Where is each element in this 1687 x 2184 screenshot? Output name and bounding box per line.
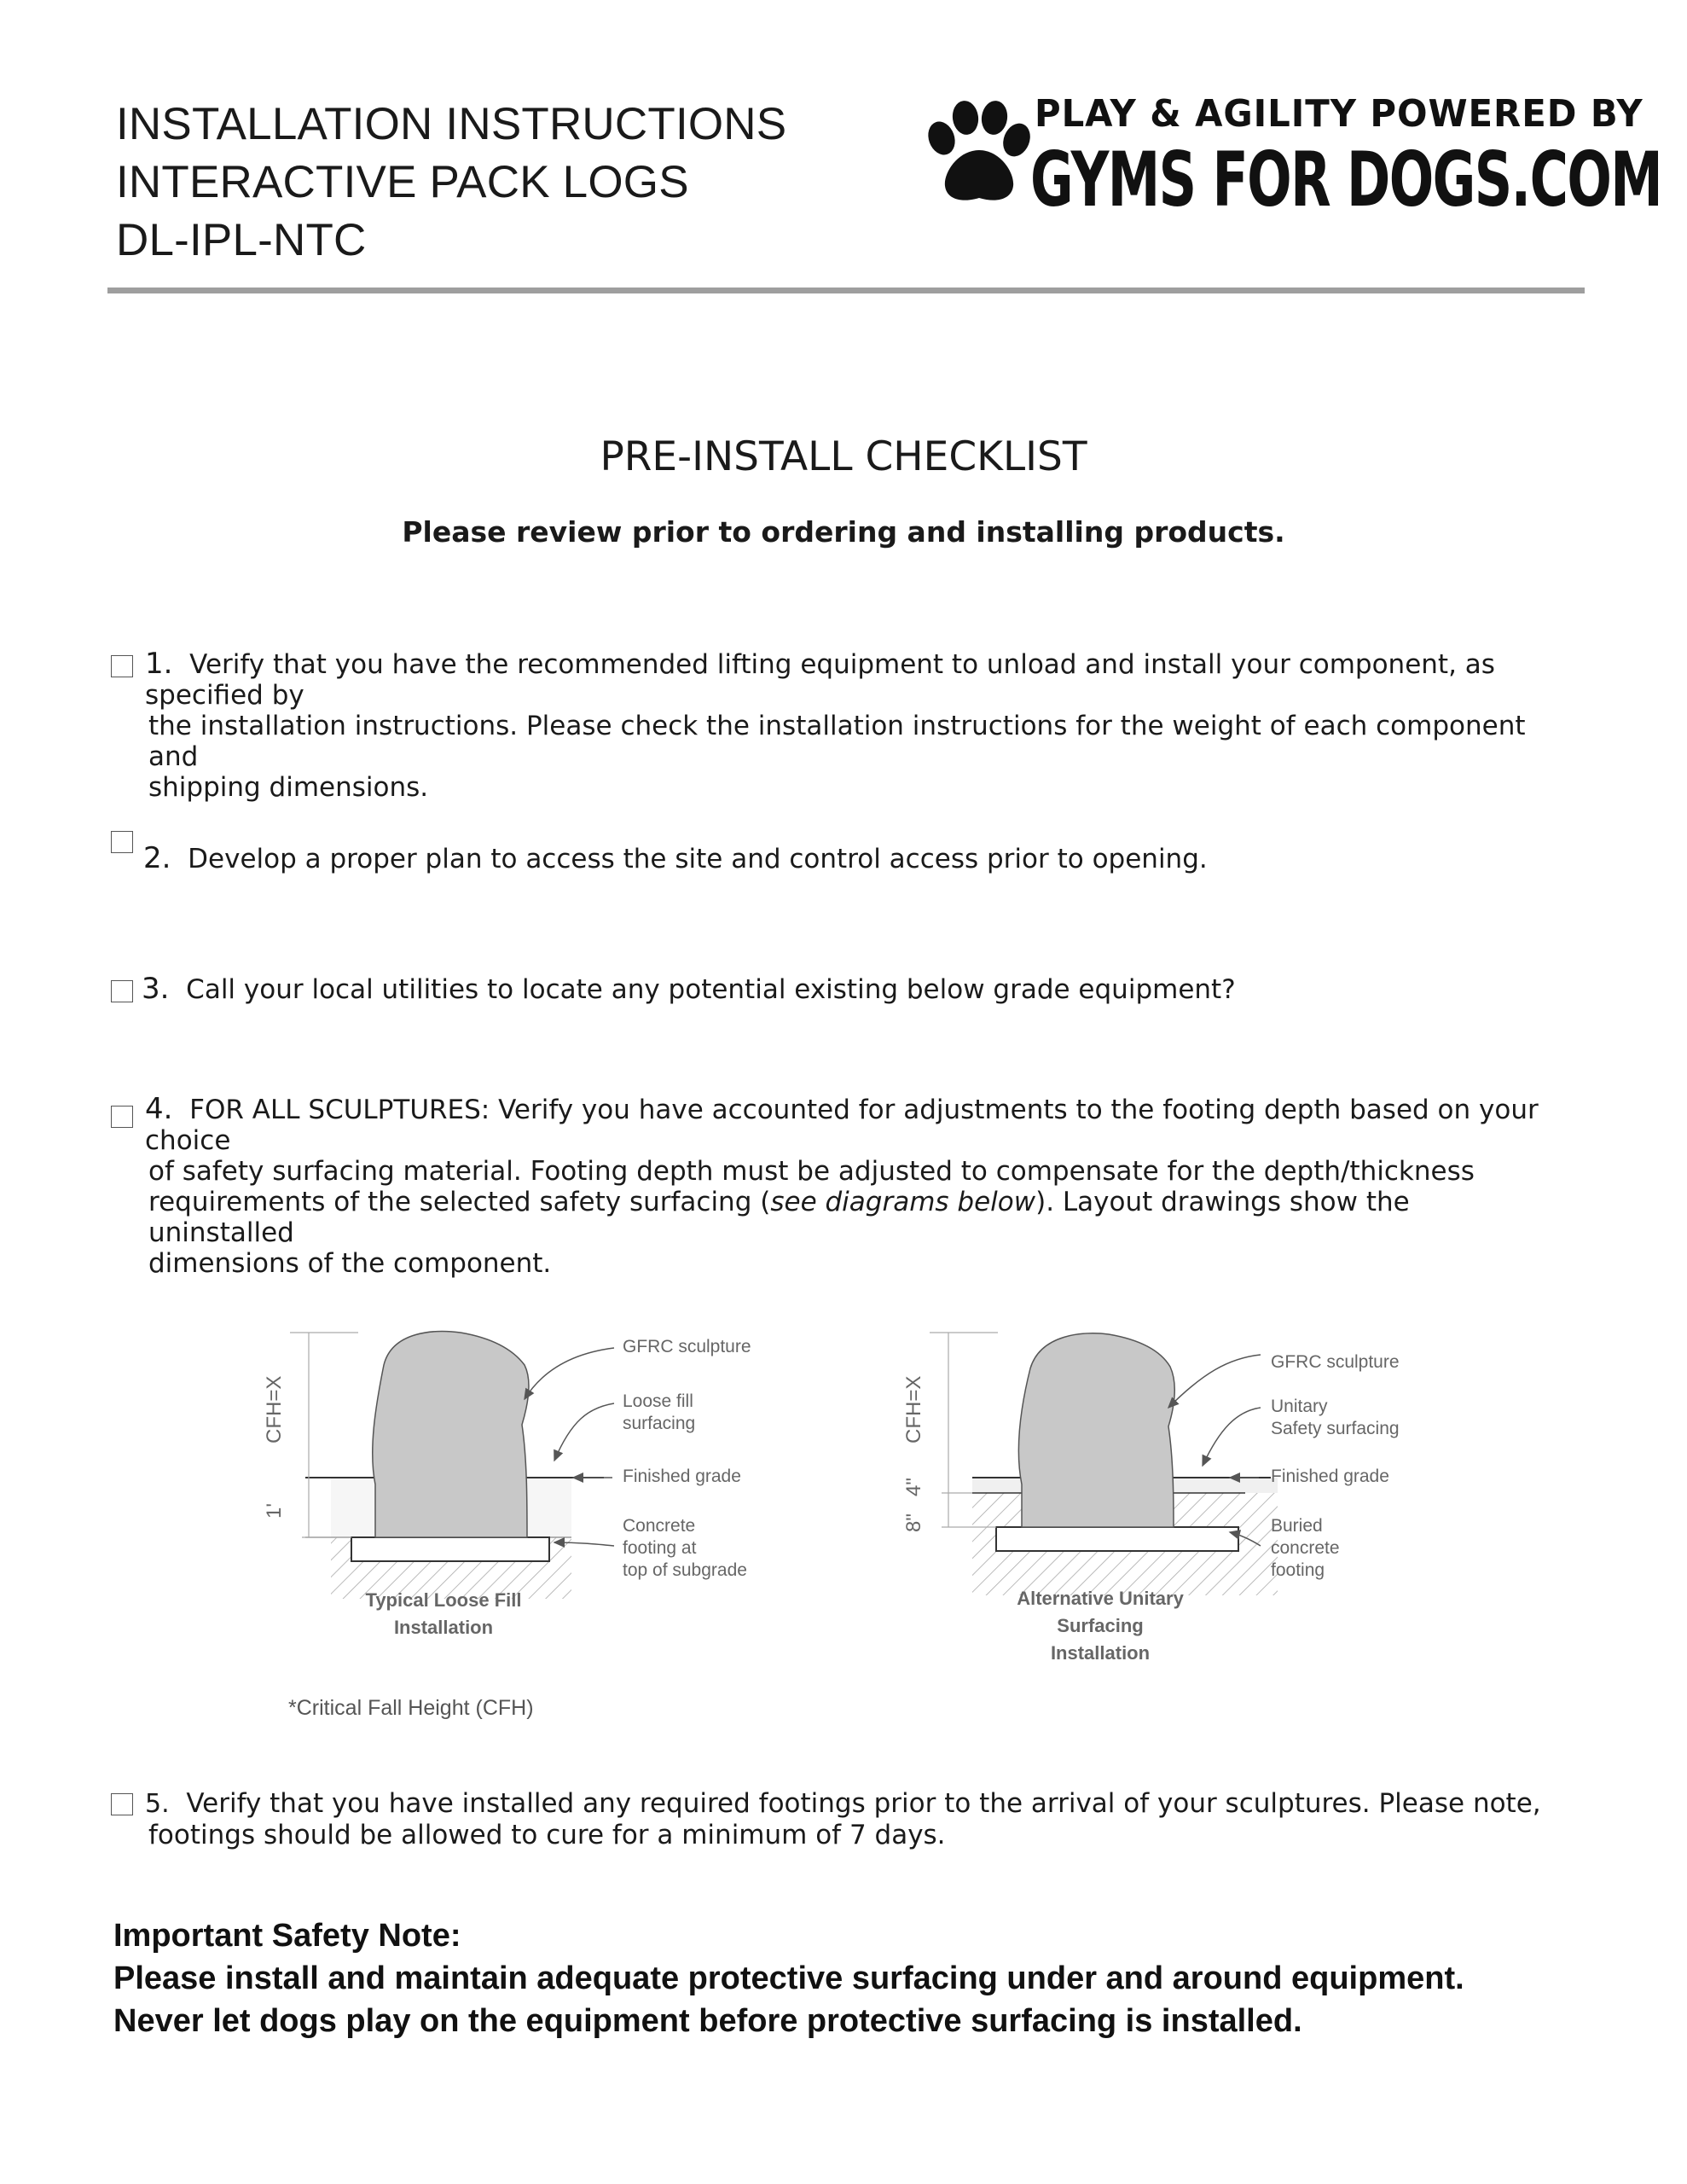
header-title-line: INTERACTIVE PACK LOGS (116, 157, 689, 207)
item-line: Call your local utilities to locate any potential existing below grade equipment? (186, 974, 1236, 1005)
item-line: FOR ALL SCULPTURES: Verify you have accounted for adjustments to the footing depth based on your choice (145, 1095, 1539, 1156)
item-line: Verify that you have the recommended lifting equipment to unload and install your component, as specified by (145, 649, 1495, 711)
item-number: 1. (145, 647, 173, 681)
diagram-label: footing at (623, 1538, 697, 1558)
header-title-line: DL-IPL-NTC (116, 215, 367, 265)
diagram-caption (341, 1587, 546, 1641)
caption-line: Alternative Unitary (1017, 1588, 1184, 1609)
diagram-label: Concrete (623, 1516, 696, 1536)
item-number: 2. (143, 841, 171, 875)
diagram-label: GFRC sculpture (1271, 1352, 1400, 1372)
header-title (116, 96, 786, 270)
item-line: footings should be allowed to cure for a minimum of 7 days. (148, 1820, 946, 1850)
safety-note-line: Please install and maintain adequate protective surfacing under and around equipment. (113, 1960, 1464, 1996)
item-line: the installation instructions. Please check the installation instructions for the weight of each component and (148, 711, 1526, 772)
checkbox[interactable] (111, 980, 133, 1002)
checkbox[interactable] (111, 1106, 133, 1128)
checkbox[interactable] (111, 655, 133, 677)
diagram-label: concrete (1271, 1538, 1340, 1558)
caption-line: Installation (1050, 1642, 1151, 1664)
diagram-label: Safety surfacing (1271, 1419, 1400, 1438)
checklist-item-text (143, 843, 1559, 874)
item-line-italic: see diagrams below (770, 1187, 1036, 1217)
brand-name: GYMS FOR DOGS.COM (1030, 136, 1662, 224)
brand-tagline: PLAY & AGILITY POWERED BY (1035, 92, 1644, 136)
diagram-label: surfacing (623, 1414, 696, 1433)
dimension-label: 1' (263, 1503, 286, 1519)
checkbox[interactable] (111, 1793, 133, 1815)
safety-note (113, 1914, 1464, 2042)
diagram-label: GFRC sculpture (623, 1337, 751, 1356)
item-line: of safety surfacing material. Footing depth must be adjusted to compensate for the depth/thickness (148, 1156, 1475, 1187)
brand-logo (919, 92, 1662, 224)
dimension-label: 4" (902, 1478, 925, 1496)
header-title-line: INSTALLATION INSTRUCTIONS (116, 99, 787, 149)
paw-icon (919, 101, 1035, 212)
diagram-unitary (896, 1314, 1441, 1681)
diagram-loose-fill (256, 1314, 802, 1672)
diagram-caption (994, 1585, 1207, 1667)
checklist-item-text (145, 1788, 1561, 1850)
item-line-part: ). Layout drawings show the uninstalled (148, 1187, 1410, 1248)
dimension-label: 8" (902, 1513, 925, 1532)
dimension-label: CFH=X (263, 1375, 286, 1443)
item-line: Develop a proper plan to access the site and control access prior to opening. (188, 844, 1208, 874)
checklist-item-text (142, 973, 1557, 1005)
diagram-label: Loose fill (623, 1391, 693, 1411)
checklist-subtitle: Please review prior to ordering and installing products. (402, 515, 1285, 549)
item-number: 5. (145, 1789, 170, 1819)
diagram-label: Unitary (1271, 1397, 1328, 1416)
item-line: shipping dimensions. (148, 772, 429, 803)
diagram-label: Finished grade (623, 1467, 741, 1486)
diagram-label: footing (1271, 1560, 1325, 1580)
dimension-label: CFH=X (902, 1375, 925, 1443)
checkbox[interactable] (111, 831, 133, 853)
cfh-footnote: *Critical Fall Height (CFH) (288, 1696, 534, 1720)
item-line: Verify that you have installed any required footings prior to the arrival of your sculptures. Please note, (186, 1788, 1541, 1819)
item-line: dimensions of the component. (148, 1248, 552, 1279)
diagram-label: Buried (1271, 1516, 1323, 1536)
checklist-item-text (145, 648, 1561, 803)
caption-line: Installation (393, 1617, 494, 1638)
diagram-label: top of subgrade (623, 1560, 747, 1580)
safety-note-line: Never let dogs play on the equipment before protective surfacing is installed. (113, 2003, 1302, 2039)
safety-note-heading: Important Safety Note: (113, 1918, 461, 1954)
caption-line: Surfacing (1057, 1615, 1144, 1636)
header-divider (107, 288, 1585, 293)
item-number: 3. (142, 972, 170, 1006)
caption-line: Typical Loose Fill (365, 1589, 522, 1611)
checklist-title: PRE-INSTALL CHECKLIST (600, 433, 1087, 480)
diagram-label: Finished grade (1271, 1467, 1389, 1486)
checklist-item-text (145, 1094, 1561, 1279)
item-number: 4. (145, 1092, 173, 1126)
item-line-part: requirements of the selected safety surfacing ( (148, 1187, 771, 1217)
